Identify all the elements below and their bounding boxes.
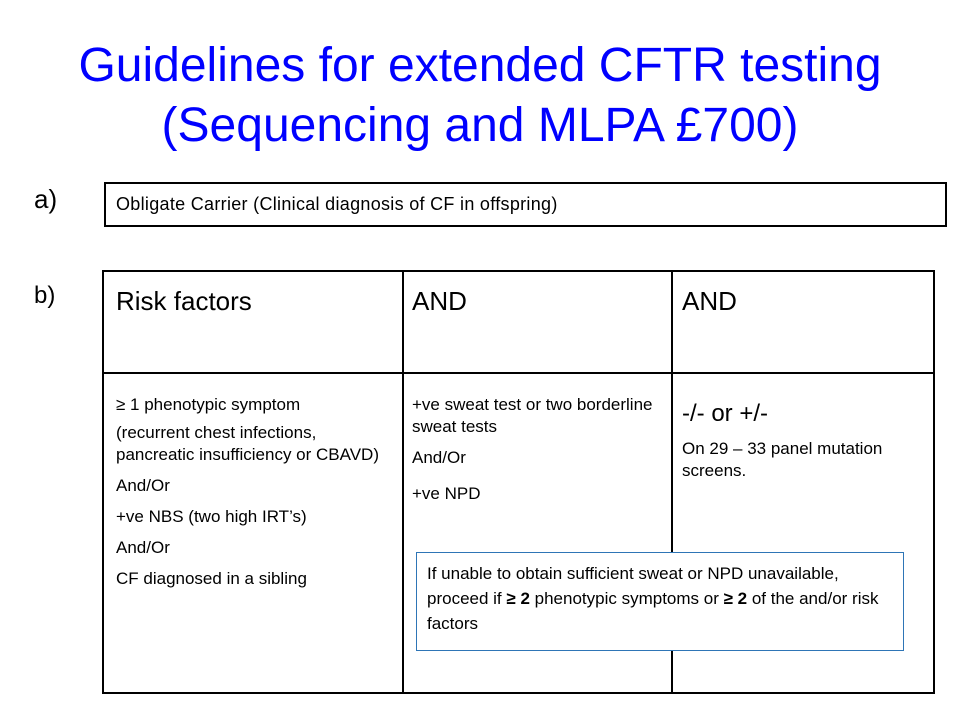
sweat-test-cell xyxy=(412,394,664,514)
sweat-item: And/Or xyxy=(412,448,466,467)
header-and-2: AND xyxy=(682,286,737,316)
note-text: If unable to obtain sufficient sweat or NPD unavailable, proceed if xyxy=(427,564,839,608)
note-bold: ≥ 2 xyxy=(506,589,530,608)
genotype-cell xyxy=(682,400,922,491)
note-text: phenotypic symptoms or xyxy=(529,589,724,608)
slide-title xyxy=(0,36,960,156)
section-a-label: a) xyxy=(34,184,58,214)
risk-item: (recurrent chest infections, pancreatic insufficiency or CBAVD) xyxy=(116,423,379,464)
risk-item: CF diagnosed in a sibling xyxy=(116,569,307,588)
header-risk-factors: Risk factors xyxy=(116,286,252,316)
sweat-item: +ve NPD xyxy=(412,484,481,503)
sweat-item: +ve sweat test or two borderline sweat tests xyxy=(412,395,653,436)
risk-factors-cell xyxy=(116,394,396,599)
title-line-2: (Sequencing and MLPA £700) xyxy=(161,99,799,152)
header-and-1: AND xyxy=(412,286,467,316)
risk-item: And/Or xyxy=(116,476,170,495)
header-divider xyxy=(104,372,933,374)
column-divider xyxy=(402,272,404,692)
title-line-1: Guidelines for extended CFTR testing xyxy=(78,39,882,92)
obligate-carrier-box: Obligate Carrier (Clinical diagnosis of CF in offspring) xyxy=(104,182,947,227)
note-text: of the and/or risk factors xyxy=(427,589,879,633)
fallback-note xyxy=(416,552,904,651)
risk-item: +ve NBS (two high IRT’s) xyxy=(116,507,307,526)
note-bold: ≥ 2 xyxy=(723,589,748,608)
risk-item: And/Or xyxy=(116,538,170,557)
genotype-detail: On 29 – 33 panel mutation screens. xyxy=(682,439,883,480)
risk-item: ≥ 1 phenotypic symptom xyxy=(116,395,301,414)
section-b-label: b) xyxy=(34,282,56,309)
genotype-result: -/- or +/- xyxy=(682,400,769,427)
